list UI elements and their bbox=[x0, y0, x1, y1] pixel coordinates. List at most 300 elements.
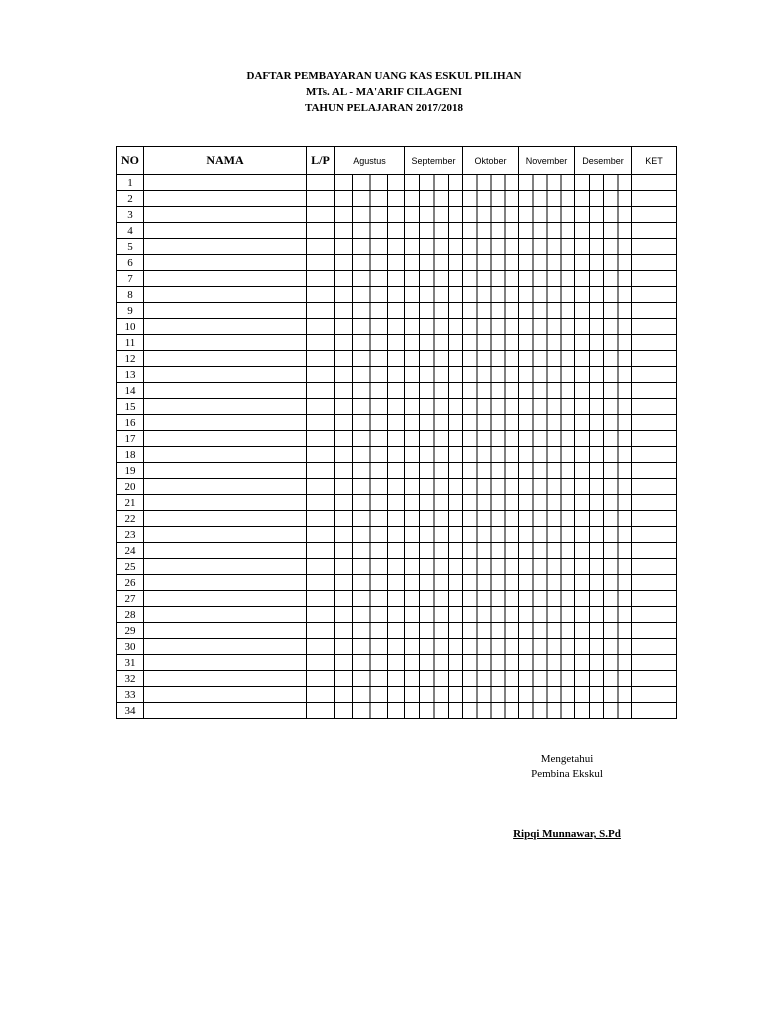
month-cell bbox=[519, 607, 575, 623]
row-number: 6 bbox=[117, 255, 144, 271]
gender-cell bbox=[307, 239, 335, 255]
table-row bbox=[117, 287, 677, 303]
signature-role: Pembina Ekskul bbox=[531, 768, 603, 780]
gender-cell bbox=[307, 447, 335, 463]
month-cell bbox=[519, 495, 575, 511]
ket-cell bbox=[632, 623, 677, 639]
month-cell bbox=[335, 623, 405, 639]
month-cell bbox=[575, 607, 632, 623]
name-cell bbox=[144, 431, 307, 447]
row-number: 19 bbox=[117, 463, 144, 479]
header-month-september: September bbox=[405, 147, 463, 175]
month-cell bbox=[463, 655, 519, 671]
month-cell bbox=[519, 335, 575, 351]
table-row bbox=[117, 495, 677, 511]
month-cell bbox=[575, 175, 632, 191]
month-cell bbox=[405, 639, 463, 655]
month-cell bbox=[335, 447, 405, 463]
table-row bbox=[117, 575, 677, 591]
gender-cell bbox=[307, 383, 335, 399]
month-cell bbox=[335, 287, 405, 303]
month-cell bbox=[463, 383, 519, 399]
row-number: 11 bbox=[117, 335, 144, 351]
ket-cell bbox=[632, 255, 677, 271]
name-cell bbox=[144, 607, 307, 623]
month-cell bbox=[519, 399, 575, 415]
month-cell bbox=[405, 607, 463, 623]
month-cell bbox=[463, 479, 519, 495]
month-cell bbox=[405, 383, 463, 399]
month-cell bbox=[405, 671, 463, 687]
row-number: 10 bbox=[117, 319, 144, 335]
month-cell bbox=[575, 495, 632, 511]
month-cell bbox=[405, 191, 463, 207]
row-number: 12 bbox=[117, 351, 144, 367]
month-cell bbox=[405, 591, 463, 607]
month-cell bbox=[575, 287, 632, 303]
month-cell bbox=[575, 319, 632, 335]
row-number: 4 bbox=[117, 223, 144, 239]
header-ket: KET bbox=[632, 147, 677, 175]
gender-cell bbox=[307, 607, 335, 623]
month-cell bbox=[335, 655, 405, 671]
ket-cell bbox=[632, 271, 677, 287]
row-number: 8 bbox=[117, 287, 144, 303]
month-cell bbox=[405, 623, 463, 639]
gender-cell bbox=[307, 175, 335, 191]
ket-cell bbox=[632, 303, 677, 319]
ket-cell bbox=[632, 671, 677, 687]
month-cell bbox=[575, 527, 632, 543]
gender-cell bbox=[307, 399, 335, 415]
signature-name: Ripqi Munnawar, S.Pd bbox=[513, 828, 621, 840]
row-number: 30 bbox=[117, 639, 144, 655]
month-cell bbox=[405, 559, 463, 575]
gender-cell bbox=[307, 511, 335, 527]
row-number: 28 bbox=[117, 607, 144, 623]
month-cell bbox=[463, 255, 519, 271]
document-title: DAFTAR PEMBAYARAN UANG KAS ESKUL PILIHAN bbox=[246, 70, 522, 82]
month-cell bbox=[463, 703, 519, 719]
ket-cell bbox=[632, 495, 677, 511]
name-cell bbox=[144, 207, 307, 223]
month-cell bbox=[335, 335, 405, 351]
row-number: 23 bbox=[117, 527, 144, 543]
name-cell bbox=[144, 239, 307, 255]
ket-cell bbox=[632, 207, 677, 223]
month-cell bbox=[463, 639, 519, 655]
month-cell bbox=[463, 591, 519, 607]
month-cell bbox=[405, 655, 463, 671]
row-number: 27 bbox=[117, 591, 144, 607]
row-number: 32 bbox=[117, 671, 144, 687]
month-cell bbox=[519, 559, 575, 575]
month-cell bbox=[335, 175, 405, 191]
gender-cell bbox=[307, 655, 335, 671]
row-number: 24 bbox=[117, 543, 144, 559]
month-cell bbox=[335, 415, 405, 431]
gender-cell bbox=[307, 543, 335, 559]
month-cell bbox=[519, 367, 575, 383]
name-cell bbox=[144, 495, 307, 511]
table-row bbox=[117, 175, 677, 191]
name-cell bbox=[144, 319, 307, 335]
month-cell bbox=[335, 495, 405, 511]
month-cell bbox=[519, 431, 575, 447]
ket-cell bbox=[632, 543, 677, 559]
month-cell bbox=[405, 543, 463, 559]
row-number: 25 bbox=[117, 559, 144, 575]
month-cell bbox=[405, 255, 463, 271]
table-row bbox=[117, 239, 677, 255]
ket-cell bbox=[632, 431, 677, 447]
month-cell bbox=[575, 415, 632, 431]
month-cell bbox=[463, 351, 519, 367]
name-cell bbox=[144, 255, 307, 271]
month-cell bbox=[463, 543, 519, 559]
header-lp: L/P bbox=[307, 147, 335, 175]
table-row bbox=[117, 351, 677, 367]
ket-cell bbox=[632, 527, 677, 543]
gender-cell bbox=[307, 367, 335, 383]
month-cell bbox=[463, 495, 519, 511]
month-cell bbox=[405, 335, 463, 351]
month-cell bbox=[335, 239, 405, 255]
name-cell bbox=[144, 559, 307, 575]
month-cell bbox=[463, 623, 519, 639]
month-cell bbox=[335, 271, 405, 287]
gender-cell bbox=[307, 495, 335, 511]
academic-year: TAHUN PELAJARAN 2017/2018 bbox=[304, 102, 464, 114]
table-row bbox=[117, 559, 677, 575]
month-cell bbox=[575, 463, 632, 479]
name-cell bbox=[144, 687, 307, 703]
row-number: 26 bbox=[117, 575, 144, 591]
table-row bbox=[117, 687, 677, 703]
name-cell bbox=[144, 703, 307, 719]
month-cell bbox=[575, 207, 632, 223]
ket-cell bbox=[632, 239, 677, 255]
table-row bbox=[117, 223, 677, 239]
ket-cell bbox=[632, 399, 677, 415]
table-row bbox=[117, 591, 677, 607]
month-cell bbox=[405, 431, 463, 447]
gender-cell bbox=[307, 319, 335, 335]
month-cell bbox=[335, 527, 405, 543]
month-cell bbox=[519, 319, 575, 335]
month-cell bbox=[575, 255, 632, 271]
month-cell bbox=[463, 399, 519, 415]
month-cell bbox=[575, 271, 632, 287]
gender-cell bbox=[307, 527, 335, 543]
school-name: MTs. AL - MA'ARIF CILAGENI bbox=[306, 86, 462, 98]
table-row bbox=[117, 319, 677, 335]
month-cell bbox=[575, 223, 632, 239]
row-number: 9 bbox=[117, 303, 144, 319]
ket-cell bbox=[632, 607, 677, 623]
month-cell bbox=[519, 255, 575, 271]
month-cell bbox=[335, 671, 405, 687]
month-cell bbox=[519, 479, 575, 495]
name-cell bbox=[144, 623, 307, 639]
month-cell bbox=[463, 191, 519, 207]
month-cell bbox=[405, 479, 463, 495]
name-cell bbox=[144, 191, 307, 207]
month-cell bbox=[463, 527, 519, 543]
name-cell bbox=[144, 463, 307, 479]
month-cell bbox=[405, 495, 463, 511]
month-cell bbox=[405, 175, 463, 191]
month-cell bbox=[405, 239, 463, 255]
gender-cell bbox=[307, 255, 335, 271]
month-cell bbox=[463, 463, 519, 479]
row-number: 22 bbox=[117, 511, 144, 527]
month-cell bbox=[335, 543, 405, 559]
ket-cell bbox=[632, 479, 677, 495]
gender-cell bbox=[307, 303, 335, 319]
table-row bbox=[117, 447, 677, 463]
month-cell bbox=[519, 271, 575, 287]
row-number: 15 bbox=[117, 399, 144, 415]
table-row bbox=[117, 367, 677, 383]
month-cell bbox=[519, 351, 575, 367]
month-cell bbox=[405, 207, 463, 223]
month-cell bbox=[405, 399, 463, 415]
month-cell bbox=[463, 511, 519, 527]
month-cell bbox=[405, 511, 463, 527]
month-cell bbox=[335, 463, 405, 479]
month-cell bbox=[463, 367, 519, 383]
gender-cell bbox=[307, 559, 335, 575]
month-cell bbox=[405, 575, 463, 591]
table-row bbox=[117, 335, 677, 351]
month-cell bbox=[405, 351, 463, 367]
month-cell bbox=[463, 607, 519, 623]
gender-cell bbox=[307, 703, 335, 719]
table-row bbox=[117, 655, 677, 671]
row-number: 3 bbox=[117, 207, 144, 223]
row-number: 18 bbox=[117, 447, 144, 463]
month-cell bbox=[335, 607, 405, 623]
ket-cell bbox=[632, 703, 677, 719]
month-cell bbox=[519, 591, 575, 607]
month-cell bbox=[519, 191, 575, 207]
month-cell bbox=[405, 223, 463, 239]
ket-cell bbox=[632, 447, 677, 463]
month-cell bbox=[575, 655, 632, 671]
ket-cell bbox=[632, 639, 677, 655]
ket-cell bbox=[632, 511, 677, 527]
month-cell bbox=[575, 431, 632, 447]
signature-caption: Mengetahui bbox=[540, 753, 594, 765]
month-cell bbox=[519, 623, 575, 639]
month-cell bbox=[335, 479, 405, 495]
month-cell bbox=[335, 399, 405, 415]
name-cell bbox=[144, 527, 307, 543]
month-cell bbox=[575, 383, 632, 399]
month-cell bbox=[405, 527, 463, 543]
month-cell bbox=[575, 191, 632, 207]
header-month-agustus: Agustus bbox=[335, 147, 405, 175]
table-row bbox=[117, 527, 677, 543]
month-cell bbox=[335, 575, 405, 591]
gender-cell bbox=[307, 591, 335, 607]
month-cell bbox=[335, 591, 405, 607]
month-cell bbox=[575, 447, 632, 463]
gender-cell bbox=[307, 623, 335, 639]
table-row bbox=[117, 623, 677, 639]
row-number: 13 bbox=[117, 367, 144, 383]
month-cell bbox=[463, 319, 519, 335]
table-row bbox=[117, 207, 677, 223]
table-row bbox=[117, 671, 677, 687]
month-cell bbox=[519, 527, 575, 543]
table-row bbox=[117, 255, 677, 271]
header-month-oktober: Oktober bbox=[463, 147, 519, 175]
table-row bbox=[117, 303, 677, 319]
month-cell bbox=[463, 175, 519, 191]
month-cell bbox=[405, 319, 463, 335]
ket-cell bbox=[632, 687, 677, 703]
month-cell bbox=[405, 687, 463, 703]
row-number: 14 bbox=[117, 383, 144, 399]
ket-cell bbox=[632, 575, 677, 591]
month-cell bbox=[405, 287, 463, 303]
name-cell bbox=[144, 351, 307, 367]
ket-cell bbox=[632, 559, 677, 575]
ket-cell bbox=[632, 463, 677, 479]
month-cell bbox=[575, 335, 632, 351]
ket-cell bbox=[632, 591, 677, 607]
ket-cell bbox=[632, 287, 677, 303]
name-cell bbox=[144, 511, 307, 527]
month-cell bbox=[575, 367, 632, 383]
table-row bbox=[117, 271, 677, 287]
name-cell bbox=[144, 287, 307, 303]
gender-cell bbox=[307, 671, 335, 687]
month-cell bbox=[575, 687, 632, 703]
month-cell bbox=[463, 671, 519, 687]
gender-cell bbox=[307, 639, 335, 655]
name-cell bbox=[144, 335, 307, 351]
table-row bbox=[117, 479, 677, 495]
name-cell bbox=[144, 399, 307, 415]
gender-cell bbox=[307, 351, 335, 367]
header-no: NO bbox=[117, 147, 144, 175]
name-cell bbox=[144, 271, 307, 287]
gender-cell bbox=[307, 687, 335, 703]
month-cell bbox=[575, 399, 632, 415]
payment-table bbox=[116, 146, 677, 719]
month-cell bbox=[575, 559, 632, 575]
month-cell bbox=[575, 703, 632, 719]
month-cell bbox=[405, 463, 463, 479]
month-cell bbox=[405, 367, 463, 383]
header-row bbox=[117, 147, 677, 175]
row-number: 29 bbox=[117, 623, 144, 639]
month-cell bbox=[519, 239, 575, 255]
month-cell bbox=[575, 351, 632, 367]
gender-cell bbox=[307, 415, 335, 431]
month-cell bbox=[463, 223, 519, 239]
month-cell bbox=[335, 207, 405, 223]
month-cell bbox=[463, 287, 519, 303]
row-number: 2 bbox=[117, 191, 144, 207]
month-cell bbox=[463, 575, 519, 591]
gender-cell bbox=[307, 191, 335, 207]
name-cell bbox=[144, 655, 307, 671]
month-cell bbox=[335, 303, 405, 319]
month-cell bbox=[575, 511, 632, 527]
name-cell bbox=[144, 415, 307, 431]
month-cell bbox=[519, 415, 575, 431]
month-cell bbox=[335, 687, 405, 703]
month-cell bbox=[463, 687, 519, 703]
month-cell bbox=[519, 511, 575, 527]
month-cell bbox=[335, 223, 405, 239]
month-cell bbox=[519, 207, 575, 223]
ket-cell bbox=[632, 175, 677, 191]
month-cell bbox=[335, 559, 405, 575]
ket-cell bbox=[632, 351, 677, 367]
month-cell bbox=[519, 639, 575, 655]
ket-cell bbox=[632, 383, 677, 399]
month-cell bbox=[335, 319, 405, 335]
row-number: 1 bbox=[117, 175, 144, 191]
name-cell bbox=[144, 479, 307, 495]
month-cell bbox=[405, 271, 463, 287]
name-cell bbox=[144, 543, 307, 559]
ket-cell bbox=[632, 335, 677, 351]
row-number: 16 bbox=[117, 415, 144, 431]
gender-cell bbox=[307, 479, 335, 495]
month-cell bbox=[575, 591, 632, 607]
month-cell bbox=[519, 463, 575, 479]
gender-cell bbox=[307, 335, 335, 351]
month-cell bbox=[463, 271, 519, 287]
ket-cell bbox=[632, 415, 677, 431]
header-month-desember: Desember bbox=[575, 147, 632, 175]
table-row bbox=[117, 463, 677, 479]
ket-cell bbox=[632, 655, 677, 671]
month-cell bbox=[335, 703, 405, 719]
name-cell bbox=[144, 367, 307, 383]
month-cell bbox=[519, 543, 575, 559]
month-cell bbox=[463, 431, 519, 447]
month-cell bbox=[335, 383, 405, 399]
month-cell bbox=[519, 287, 575, 303]
month-cell bbox=[405, 303, 463, 319]
table-row bbox=[117, 607, 677, 623]
row-number: 34 bbox=[117, 703, 144, 719]
table-row bbox=[117, 543, 677, 559]
table-row bbox=[117, 383, 677, 399]
gender-cell bbox=[307, 431, 335, 447]
row-number: 21 bbox=[117, 495, 144, 511]
month-cell bbox=[519, 703, 575, 719]
row-number: 7 bbox=[117, 271, 144, 287]
name-cell bbox=[144, 591, 307, 607]
table-row bbox=[117, 399, 677, 415]
name-cell bbox=[144, 303, 307, 319]
name-cell bbox=[144, 671, 307, 687]
row-number: 33 bbox=[117, 687, 144, 703]
gender-cell bbox=[307, 575, 335, 591]
table-row bbox=[117, 415, 677, 431]
month-cell bbox=[519, 447, 575, 463]
month-cell bbox=[335, 367, 405, 383]
month-cell bbox=[575, 303, 632, 319]
